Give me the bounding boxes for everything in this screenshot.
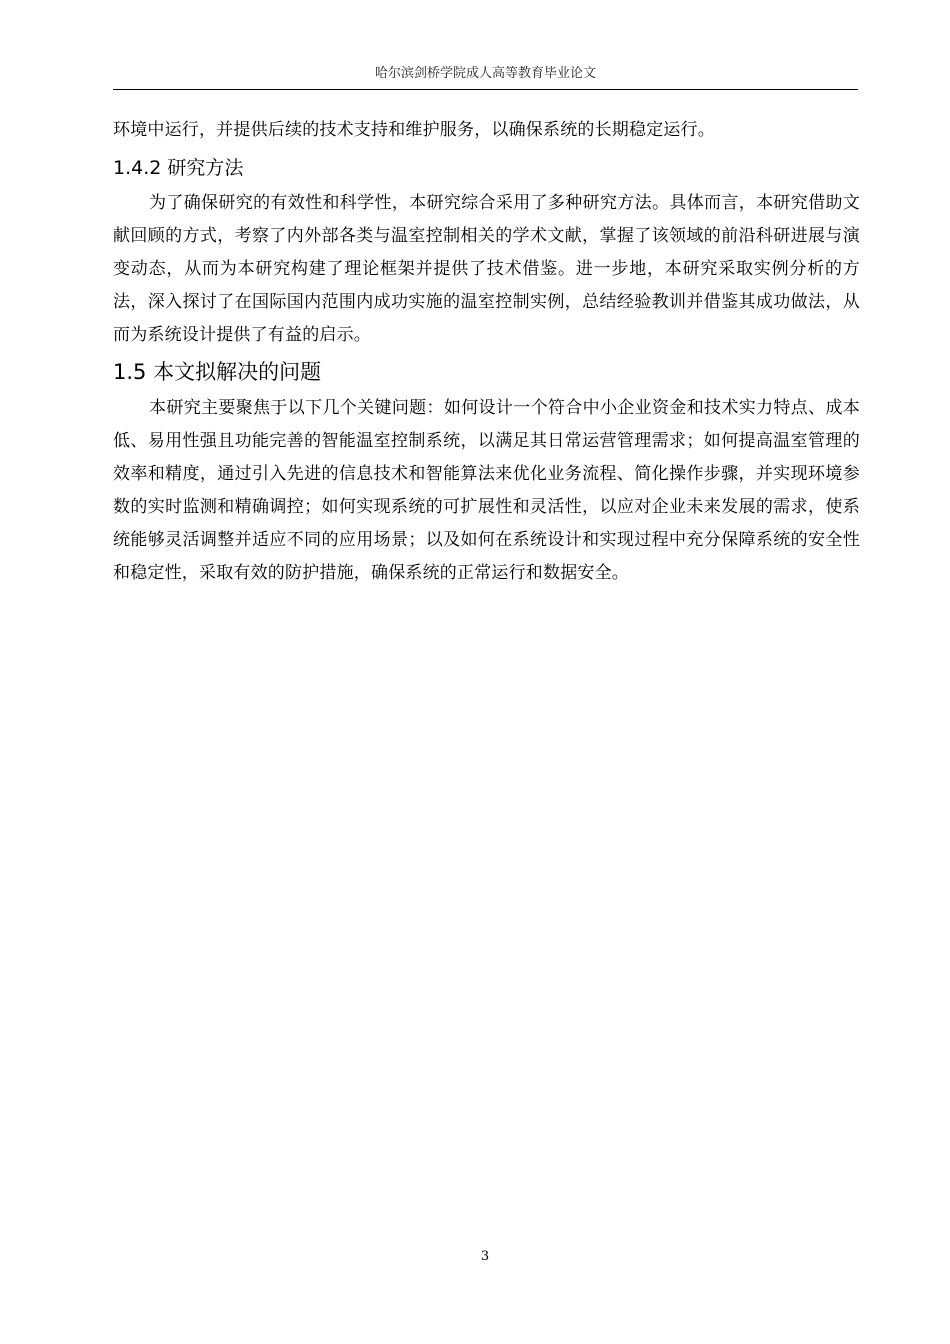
heading-problems-to-solve: 1.5 本文拟解决的问题	[113, 360, 322, 384]
paragraph-continued: 环境中运行，并提供后续的技术支持和维护服务，以确保系统的长期稳定运行。	[113, 120, 715, 140]
header-title: 哈尔滨剑桥学院成人高等教育毕业论文	[374, 66, 596, 81]
heading-research-methods: 1.4.2 研究方法	[113, 157, 244, 179]
paragraph-problems-to-solve: 本研究主要聚焦于以下几个关键问题：如何设计一个符合中小企业资金和技术实力特点、成本低、易用性强且功能完善的智能温室控制系统，以满足其日常运营管理需求；如何提高温室管理的效率和精度，通过引入先进的信息技术和智能算法来优化业务流程、简化操作步骤，并实现环境参数的实时监测和精确调控；如何实现系统的可扩展性和灵活性，以应对企业未来发展的需求，使系统能够灵活调整并适应不同的应用场景；以及如何在系统设计和实现过程中充分保障系统的安全性和稳定性，采取有效的防护措施，确保系统的正常运行和数据安全。	[113, 398, 860, 583]
page-number: 3	[480, 1249, 490, 1264]
paragraph-research-methods: 为了确保研究的有效性和科学性，本研究综合采用了多种研究方法。具体而言，本研究借助文献回顾的方式，考察了内外部各类与温室控制相关的学术文献，掌握了该领域的前沿科研进展与演变动态，从而为本研究构建了理论框架并提供了技术借鉴。进一步地，本研究采取实例分析的方法，深入探讨了在国际国内范围内成功实施的温室控制实例，总结经验教训并借鉴其成功做法，从而为系统设计提供了有益的启示。	[113, 193, 860, 345]
page-header	[113, 62, 858, 90]
document-body	[113, 114, 860, 590]
